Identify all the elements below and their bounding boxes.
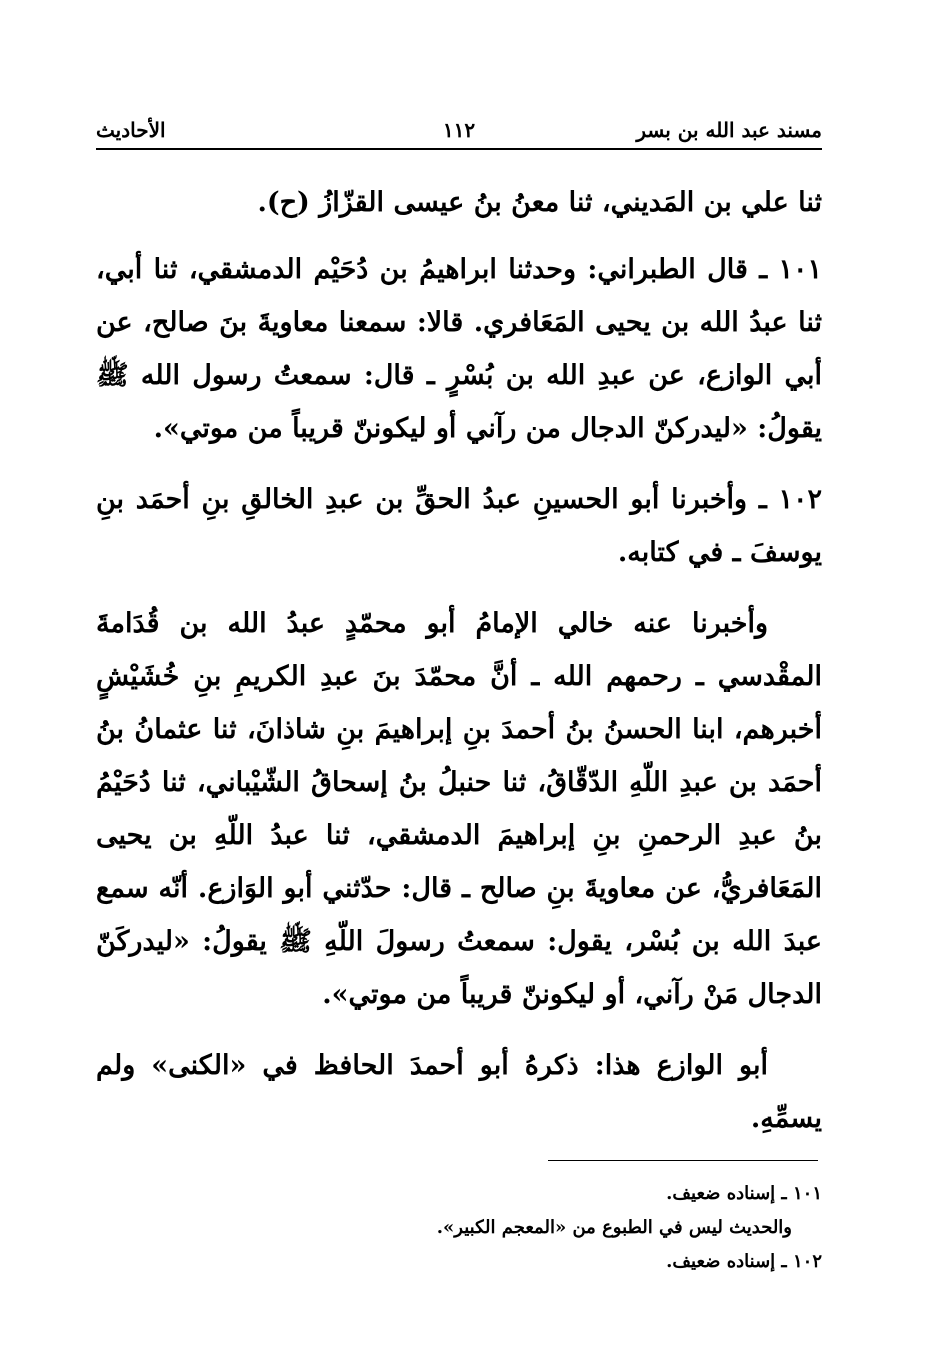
footnote-divider — [548, 1160, 818, 1161]
page-number: ١١٢ — [442, 118, 476, 142]
header-section-title: الأحاديث — [96, 118, 166, 142]
footnote-102: ١٠٢ ـ إسناده ضعيف. — [666, 1251, 822, 1272]
hadith-101: ١٠١ ـ قال الطبراني: وحدثنا ابراهيمُ بن دُحَيْم الدمشقي، ثنا أبي، ثنا عبدُ الله بن يحيى المَعَافري. قالا: سمعنا معاويةَ بنَ صالح، عن أبي الوازع، عن عبدِ الله بن بُسْرٍ ـ قال: سمعتُ رسول الله ﷺ يقولُ: «ليدركنّ الدجال من رآني أو ليكوننّ قريباً من موتي». — [96, 254, 822, 444]
note-abu-alwazi: أبو الوازع هذا: ذكرهُ أبو أحمدَ الحافظ في «الكنى» ولم يسمِّهِ. — [96, 1050, 822, 1134]
running-header — [96, 112, 822, 146]
main-text — [96, 176, 822, 1163]
hadith-102: ١٠٢ ـ وأخبرنا أبو الحسينِ عبدُ الحقِّ بن عبدِ الخالقِ بنِ أحمَد بنِ يوسفَ ـ في كتابه. — [96, 484, 822, 568]
footnote-101-note: والحديث ليس في الطبوع من «المعجم الكبير». — [436, 1217, 792, 1238]
header-book-title: مسند عبد الله بن بسر — [636, 118, 822, 142]
footnote-101: ١٠١ ـ إسناده ضعيف. — [666, 1183, 822, 1204]
footnotes — [96, 1177, 822, 1279]
paragraph-chain-continuation: ثنا علي بن المَديني، ثنا معنُ بنُ عيسى القزّازُ (ح). — [257, 187, 822, 218]
header-divider — [96, 148, 822, 150]
hadith-102-chain: وأخبرنا عنه خالي الإمامُ أبو محمّدٍ عبدُ الله بن قُدَامةَ المقْدسي ـ رحمهم الله ـ أنَّ محمّدَ بنَ عبدِ الكريمِ بنِ خُشَيْشٍ أخبرهم، ابنا الحسنُ بنُ أحمدَ بنِ إبراهيمَ بنِ شاذانَ، ثنا عثمانُ بنُ أحمَد بن عبدِ اللّهِ الدّقّاقُ، ثنا حنبلُ بنُ إسحاقُ الشّيْباني، ثنا دُحَيْمُ بنُ عبدِ الرحمنِ بنِ إبراهيمَ الدمشقي، ثنا عبدُ اللّهِ بن يحيى المَعَافريُّ، عن معاويةَ بنِ صالح ـ قال: حدّثني أبو الوَازع. أنّه سمع عبدَ الله بن بُسْر، يقول: سمعتُ رسولَ اللّهِ ﷺ يقولُ: «ليدركَنّ الدجال مَنْ رآني، أو ليكوننّ قريباً من موتي». — [96, 608, 822, 1010]
